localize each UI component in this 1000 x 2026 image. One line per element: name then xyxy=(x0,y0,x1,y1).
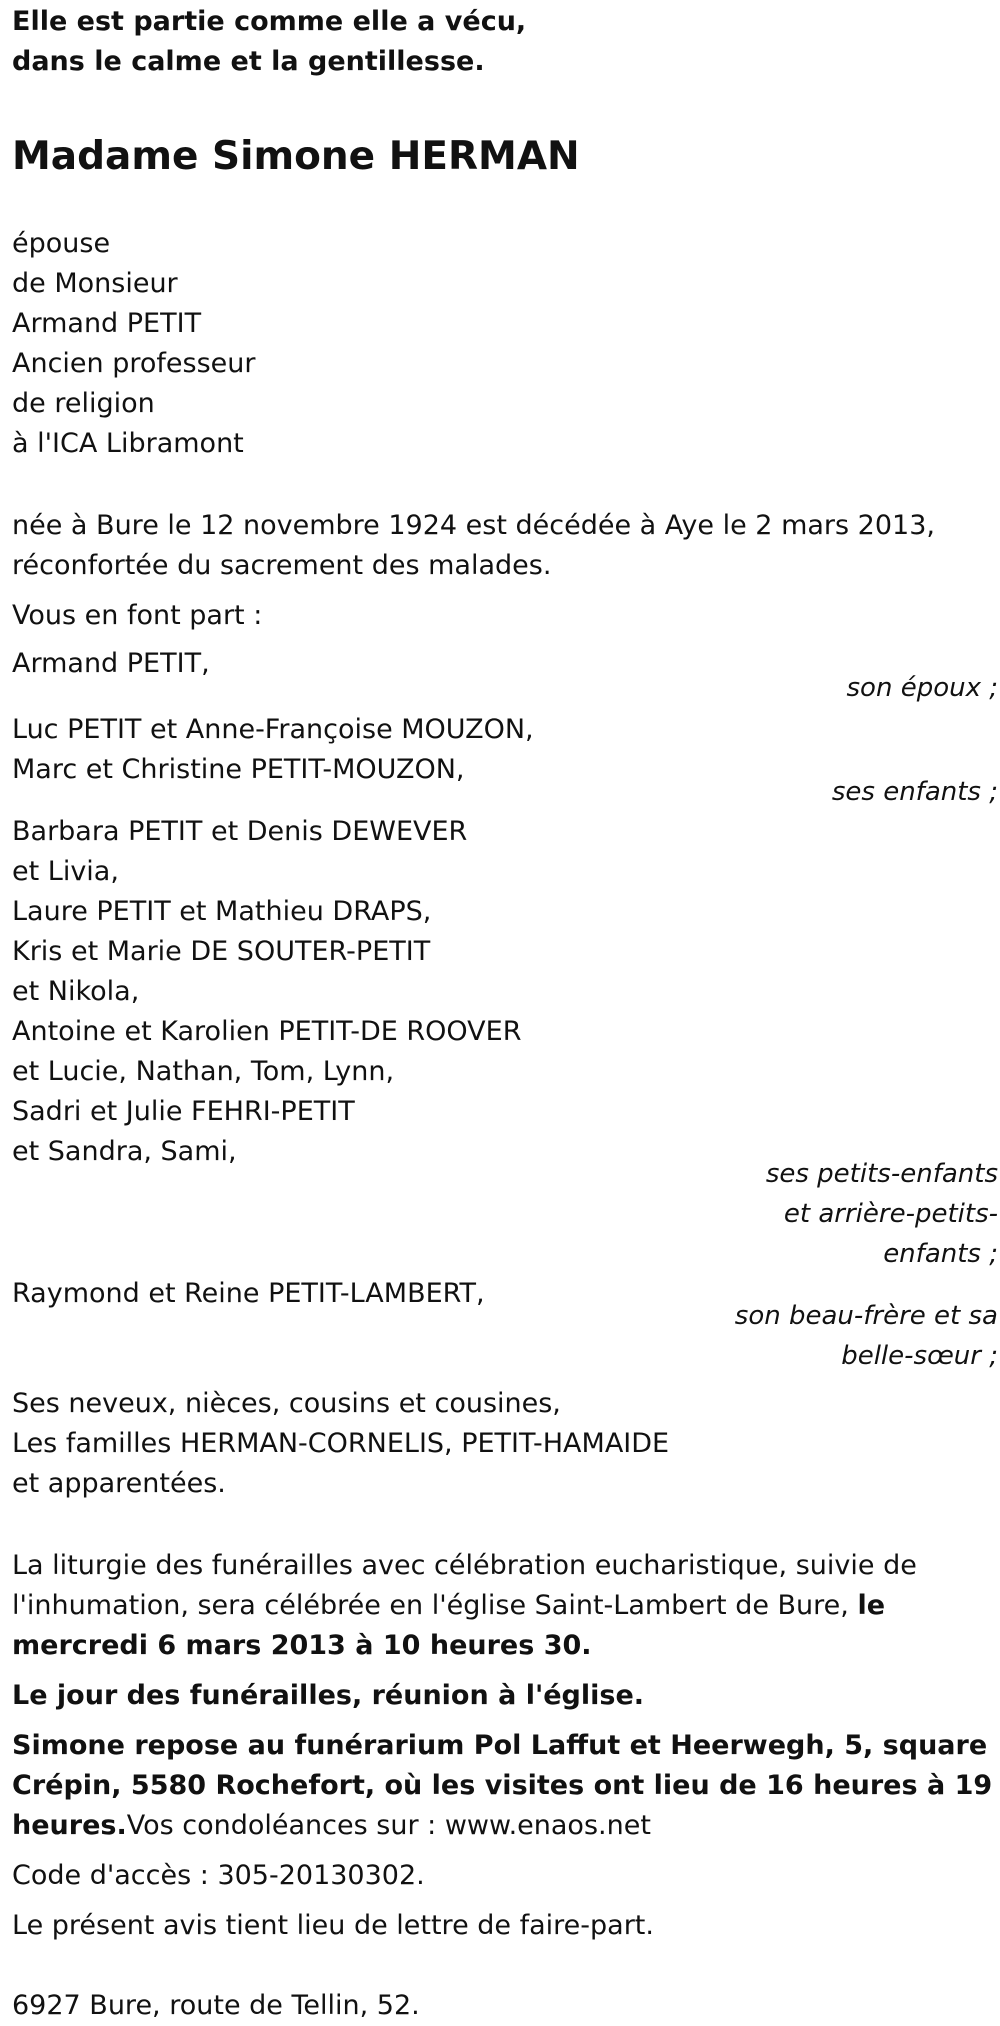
deceased-name: Madame Simone HERMAN xyxy=(12,134,580,179)
family-name-line: Sadri et Julie FEHRI-PETIT xyxy=(12,1096,355,1127)
birth-death-line-1: née à Bure le 12 novembre 1924 est décédée à Aye le 2 mars 2013, xyxy=(12,510,935,541)
address: 6927 Bure, route de Tellin, 52. xyxy=(12,1990,420,2021)
spouse-line: Ancien professeur xyxy=(12,348,256,379)
family-relation: son beau-frère et sa xyxy=(734,1301,998,1331)
family-relation: et arrière-petits- xyxy=(783,1199,998,1229)
funerarium-hours-end: heures. xyxy=(12,1810,127,1841)
liturgy-line-1: La liturgie des funérailles avec célébration eucharistique, suivie de xyxy=(12,1550,917,1581)
reunion-note: Le jour des funérailles, réunion à l'église. xyxy=(12,1680,645,1711)
liturgy-date: mercredi 6 mars 2013 à 10 heures 30. xyxy=(12,1630,592,1661)
funerarium-line-1: Simone repose au funérarium Pol Laffut et Heerwegh, 5, square xyxy=(12,1730,988,1761)
family-relation: enfants ; xyxy=(883,1239,998,1269)
family-relation: son époux ; xyxy=(846,673,998,703)
condolences-link-text[interactable]: Vos condoléances sur : www.enaos.net xyxy=(126,1810,651,1841)
family-name-line: et Sandra, Sami, xyxy=(12,1136,237,1167)
epigraph-line-1: Elle est partie comme elle a vécu, xyxy=(12,6,527,37)
birth-death-line-2: réconfortée du sacrement des malades. xyxy=(12,550,552,581)
spouse-line: de Monsieur xyxy=(12,268,178,299)
extended-family-line: Les familles HERMAN-CORNELIS, PETIT-HAMAIDE xyxy=(12,1428,670,1459)
notice-text: Le présent avis tient lieu de lettre de faire-part. xyxy=(12,1910,654,1941)
family-relation: belle-sœur ; xyxy=(841,1341,998,1371)
family-relation: ses enfants ; xyxy=(831,777,998,807)
family-name-line: Armand PETIT, xyxy=(12,648,210,679)
epigraph-line-2: dans le calme et la gentillesse. xyxy=(12,46,485,77)
spouse-line: Armand PETIT xyxy=(12,308,202,339)
liturgy-line-2 xyxy=(12,1586,885,1626)
family-name-line: Kris et Marie DE SOUTER-PETIT xyxy=(12,936,431,967)
spouse-line: à l'ICA Libramont xyxy=(12,428,244,459)
access-code: Code d'accès : 305-20130302. xyxy=(12,1860,425,1891)
funerarium-line-3 xyxy=(12,1806,651,1846)
funerarium-line-2: Crépin, 5580 Rochefort, où les visites ont lieu de 16 heures à 19 xyxy=(12,1770,993,1801)
spouse-line: épouse xyxy=(12,228,111,259)
liturgy-line-2-text: l'inhumation, sera célébrée en l'église Saint-Lambert de Bure, xyxy=(12,1590,858,1621)
family-relation: ses petits-enfants xyxy=(765,1159,998,1189)
announce-intro: Vous en font part : xyxy=(12,600,263,631)
family-name-line: Barbara PETIT et Denis DEWEVER xyxy=(12,816,468,847)
extended-family-line: Ses neveux, nièces, cousins et cousines, xyxy=(12,1388,561,1419)
family-name-line: Marc et Christine PETIT-MOUZON, xyxy=(12,754,465,785)
family-name-line: Antoine et Karolien PETIT-DE ROOVER xyxy=(12,1016,522,1047)
family-name-line: et Nikola, xyxy=(12,976,140,1007)
family-name-line: et Livia, xyxy=(12,856,119,887)
extended-family-line: et apparentées. xyxy=(12,1468,226,1499)
family-name-line: et Lucie, Nathan, Tom, Lynn, xyxy=(12,1056,395,1087)
spouse-line: de religion xyxy=(12,388,155,419)
liturgy-date-start: le xyxy=(857,1590,886,1621)
family-name-line: Laure PETIT et Mathieu DRAPS, xyxy=(12,896,432,927)
family-name-line: Luc PETIT et Anne-Françoise MOUZON, xyxy=(12,714,534,745)
family-name-line: Raymond et Reine PETIT-LAMBERT, xyxy=(12,1278,485,1309)
